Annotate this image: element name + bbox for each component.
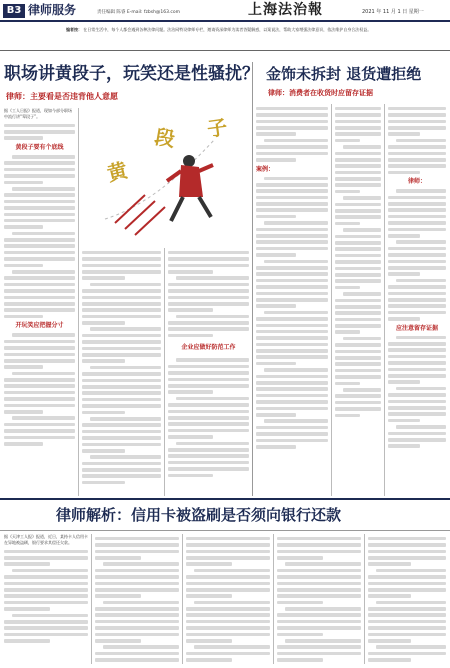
caption-huang: 黄 [104,157,130,187]
article3-column-4 [277,534,361,664]
article3-title-rule [0,530,450,531]
divider [384,104,385,496]
article1-column-2 [82,248,161,496]
divider [273,534,274,664]
article2-column-3 [388,104,446,496]
editor-line: 责任编辑 陈睿 E-mail: fzbsh@163.com [97,10,181,15]
article2-byline: 律师：消费者在收货时应留存证据 [268,89,373,97]
editor-note-rule [0,50,450,51]
masthead-rule [0,20,450,22]
page-number-badge [3,4,25,18]
article1-column-1 [4,108,75,496]
article2-subhead-lawyer: 律师： [407,178,426,186]
article2-subhead-evidence: 应注意留存证据 [395,324,438,332]
article1-illustration [95,109,254,245]
article3-column-1 [4,534,88,664]
article1-byline: 律师：主要看是否违背他人意愿 [6,92,118,101]
article2-title: 金饰未拆封 退货遭拒绝 [266,65,422,83]
editor-note [66,26,426,33]
article3-title: 律师解析：信用卡被盗刷是否须向银行还款 [56,506,342,524]
subhead-2: 开玩笑应把握分寸 [15,322,64,330]
page-number: B3 [6,5,22,16]
article2-subhead-case: 案例： [256,165,275,173]
subhead-1: 黄段子要有个底线 [15,143,64,151]
divider [331,104,332,496]
divider [364,534,365,664]
article3-top-rule [0,498,450,500]
caption-zi: 子 [205,114,229,142]
article1-intro: 据《工人日报》报道，现如今部分职场中流行讲“荤段子”。 [4,108,72,120]
newspaper-logo: 上海法治報 [248,2,323,18]
editor-note-text: 在日常生活中，每个人都会遇到各种法律问题。法治网特设律师专栏，邀请资深律师为读者答疑解惑，以案说法，帮助大家增强法律意识，依法维护自身合法权益。 [83,27,372,32]
article3-column-2 [95,534,179,664]
divider [78,108,79,496]
article2-column-2 [335,104,381,496]
article2-column-1 [256,104,328,496]
issue-date: 2021 年 11 月 1 日 星期一 [362,9,424,15]
divider [164,248,165,496]
article3-intro: 据《天津工人报》报道，近日，某持卡人信用卡在异地被盗刷，银行要求其偿还欠款。 [4,534,88,546]
editor-note-label: 编者按： [66,27,82,32]
article3-column-3 [186,534,270,664]
subhead-3: 企业应做好防范工作 [181,344,236,352]
divider [91,534,92,664]
divider [252,62,253,496]
article1-title: 职场讲黄段子，玩笑还是性骚扰？ [4,64,259,84]
caption-duan: 段 [152,124,177,152]
article3-column-5 [368,534,446,664]
divider [182,534,183,664]
article1-column-3 [168,248,249,496]
section-title: 律师服务 [28,3,77,17]
running-man-illustration [95,109,254,245]
